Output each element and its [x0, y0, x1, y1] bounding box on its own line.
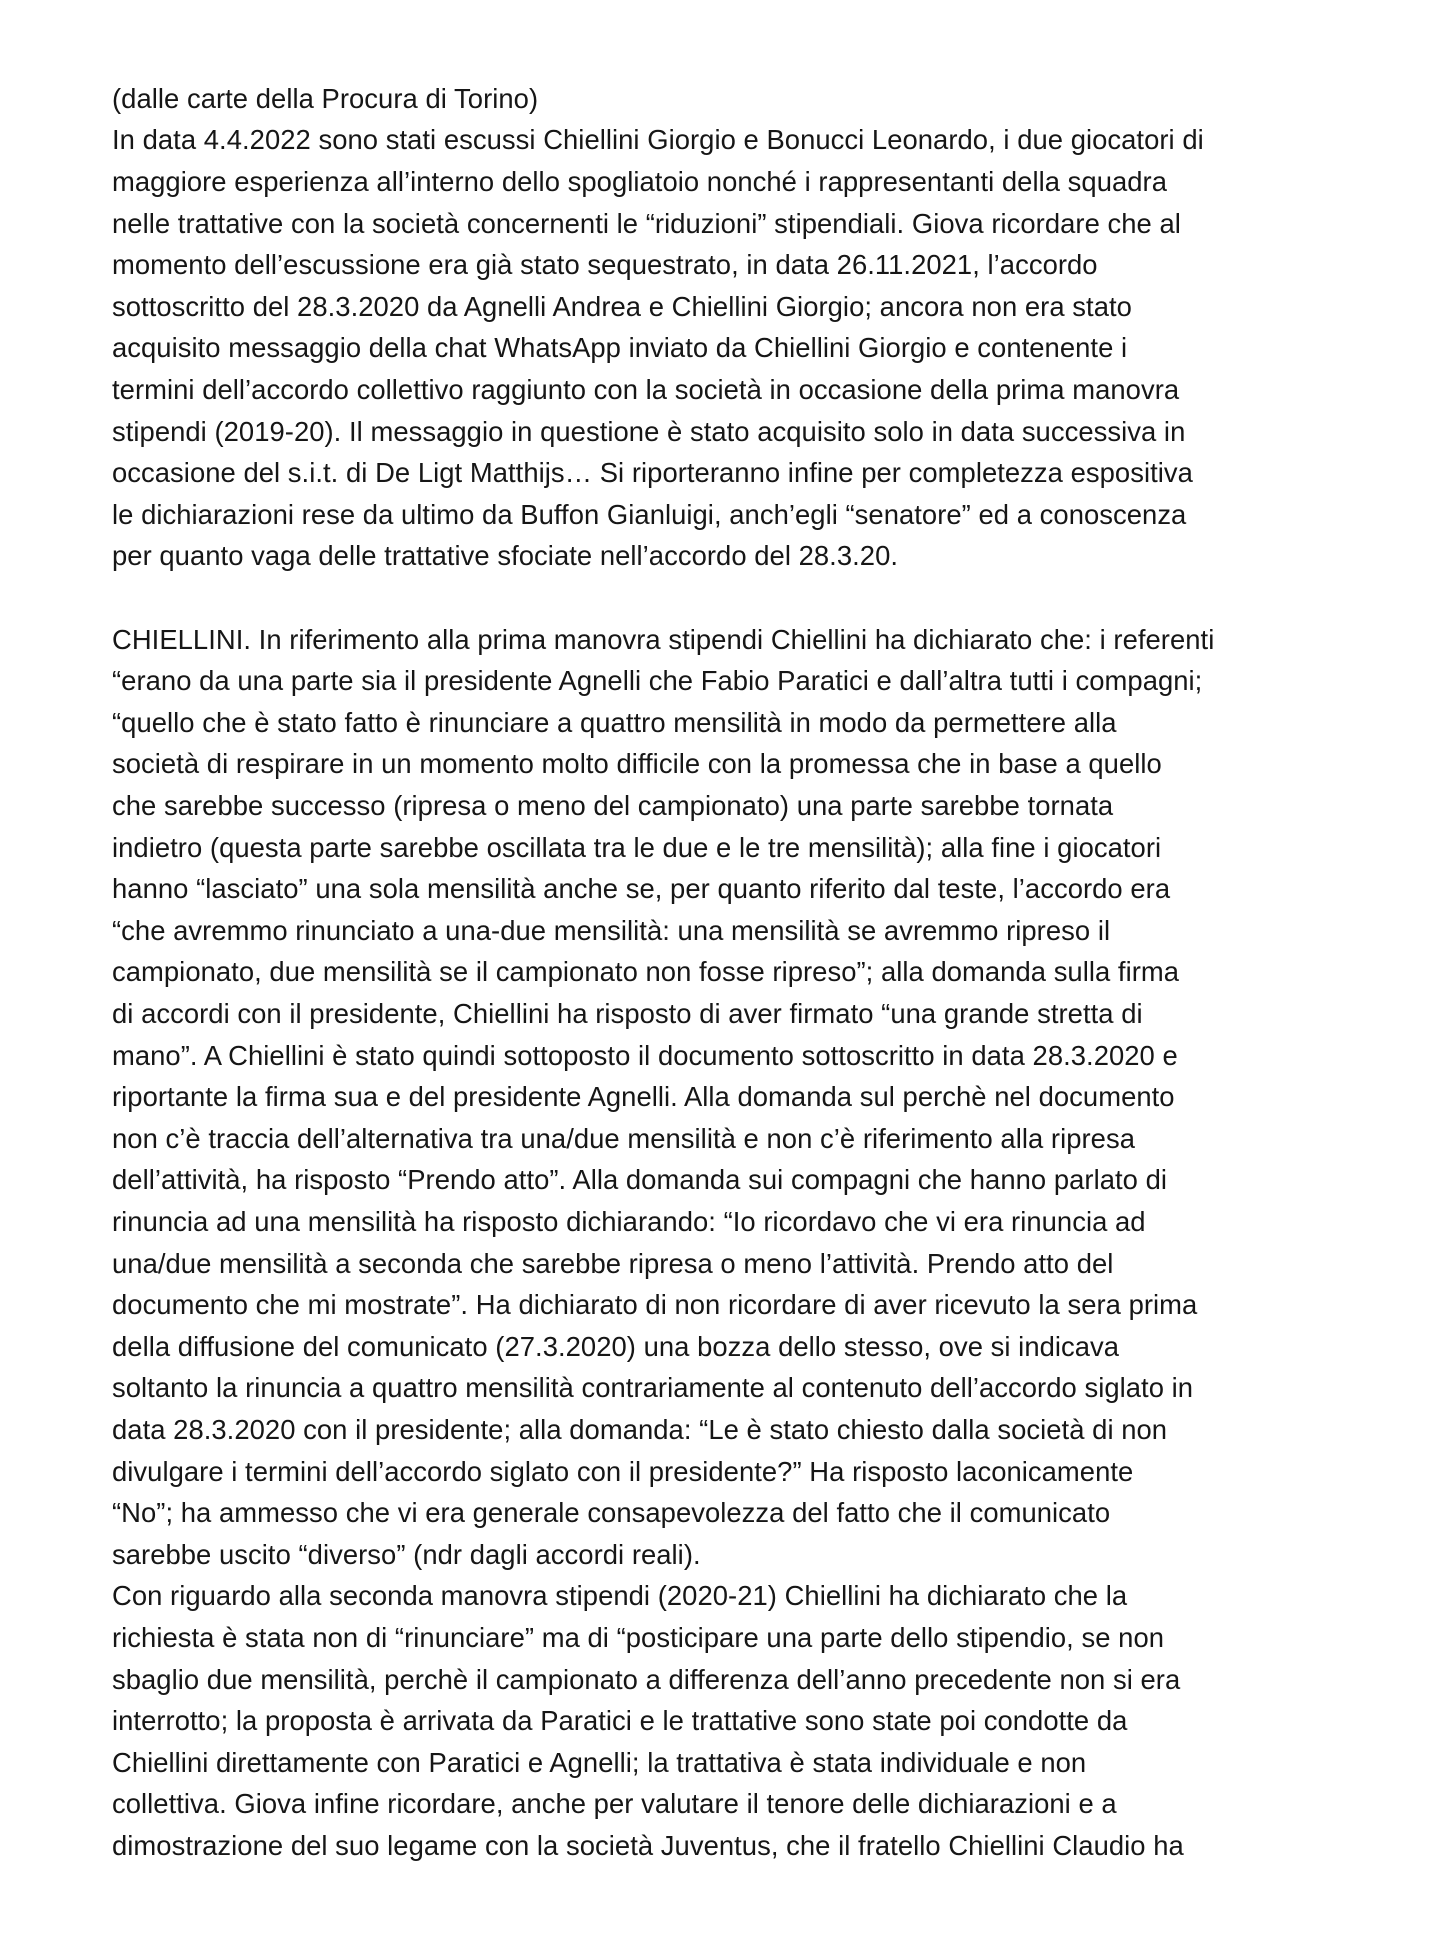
text-line: Con riguardo alla seconda manovra stipendi (2020-21) Chiellini ha dichiarato che la: [112, 1580, 1128, 1612]
text-line: le dichiarazioni rese da ultimo da Buffon Gianluigi, anch’egli “senatore” ed a conoscenza: [112, 498, 1187, 530]
text-line: mano”. A Chiellini è stato quindi sottoposto il documento sottoscritto in data 28.3.2020 e: [112, 1039, 1178, 1071]
text-line: di accordi con il presidente, Chiellini ha risposto di aver firmato “una grande stretta di: [112, 997, 1143, 1029]
text-line: In data 4.4.2022 sono stati escussi Chiellini Giorgio e Bonucci Leonardo, i due giocatori di: [112, 124, 1204, 156]
text-line: della diffusione del comunicato (27.3.2020) una bozza dello stesso, ove si indicava: [112, 1330, 1120, 1362]
text-line: sarebbe uscito “diverso” (ndr dagli accordi reali).: [112, 1538, 701, 1570]
text-line: CHIELLINI. In riferimento alla prima manovra stipendi Chiellini ha dichiarato che: i referenti: [112, 623, 1215, 655]
text-line: hanno “lasciato” una sola mensilità anche se, per quanto riferito dal teste, l’accordo era: [112, 873, 1171, 905]
text-line: indietro (questa parte sarebbe oscillata tra le due e le tre mensilità); alla fine i giocatori: [112, 831, 1162, 863]
document-page: [112, 0, 1372, 1941]
text-line: termini dell’accordo collettivo raggiunto con la società in occasione della prima manovra: [112, 373, 1180, 405]
text-line: “quello che è stato fatto è rinunciare a quattro mensilità in modo da permettere alla: [112, 706, 1117, 738]
text-line: collettiva. Giova infine ricordare, anche per valutare il tenore delle dichiarazioni e a: [112, 1788, 1117, 1820]
text-line: società di respirare in un momento molto difficile con la promessa che in base a quello: [112, 748, 1162, 780]
text-line: maggiore esperienza all’interno dello spogliatoio nonché i rappresentanti della squadra: [112, 165, 1168, 197]
text-line: documento che mi mostrate”. Ha dichiarato di non ricordare di aver ricevuto la sera prima: [112, 1289, 1198, 1321]
text-line: “No”; ha ammesso che vi era generale consapevolezza del fatto che il comunicato: [112, 1497, 1111, 1529]
text-line: divulgare i termini dell’accordo siglato con il presidente?” Ha risposto laconicamente: [112, 1455, 1134, 1487]
text-line: sottoscritto del 28.3.2020 da Agnelli Andrea e Chiellini Giorgio; ancora non era stato: [112, 290, 1132, 322]
text-line: stipendi (2019-20). Il messaggio in questione è stato acquisito solo in data successiva in: [112, 415, 1186, 447]
text-line: interrotto; la proposta è arrivata da Paratici e le trattative sono state poi condotte da: [112, 1705, 1128, 1737]
text-line: Chiellini direttamente con Paratici e Agnelli; la trattativa è stata individuale e non: [112, 1746, 1087, 1778]
text-line: dimostrazione del suo legame con la società Juventus, che il fratello Chiellini Claudio ha: [112, 1829, 1184, 1861]
text-line: richiesta è stata non di “rinunciare” ma di “posticipare una parte dello stipendio, se non: [112, 1621, 1165, 1653]
text-line: rinuncia ad una mensilità ha risposto dichiarando: “Io ricordavo che vi era rinuncia ad: [112, 1205, 1146, 1237]
text-line: soltanto la rinuncia a quattro mensilità contrariamente al contenuto dell’accordo siglato in: [112, 1372, 1194, 1404]
text-line: che sarebbe successo (ripresa o meno del campionato) una parte sarebbe tornata: [112, 789, 1114, 821]
text-line: momento dell’escussione era già stato sequestrato, in data 26.11.2021, l’accordo: [112, 249, 1098, 281]
text-line: campionato, due mensilità se il campionato non fosse ripreso”; alla domanda sulla firma: [112, 956, 1180, 988]
text-line: non c’è traccia dell’alternativa tra una/due mensilità e non c’è riferimento alla ripresa: [112, 1122, 1135, 1154]
text-line: per quanto vaga delle trattative sfociate nell’accordo del 28.3.20.: [112, 540, 899, 572]
text-line: occasione del s.i.t. di De Ligt Matthijs… Si riporteranno infine per completezza espositiva: [112, 457, 1193, 489]
text-line: “erano da una parte sia il presidente Agnelli che Fabio Paratici e dall’altra tutti i compagni;: [112, 665, 1203, 697]
text-line: nelle trattative con la società concernenti le “riduzioni” stipendiali. Giova ricordare che al: [112, 207, 1181, 239]
text-line: una/due mensilità a seconda che sarebbe ripresa o meno l’attività. Prendo atto del: [112, 1247, 1114, 1279]
text-line: riportante la firma sua e del presidente Agnelli. Alla domanda sul perchè nel documento: [112, 1081, 1175, 1113]
text-line: acquisito messaggio della chat WhatsApp inviato da Chiellini Giorgio e contenente i: [112, 332, 1128, 364]
source-note: (dalle carte della Procura di Torino): [112, 82, 539, 114]
text-line: data 28.3.2020 con il presidente; alla domanda: “Le è stato chiesto dalla società di non: [112, 1413, 1168, 1445]
text-line: “che avremmo rinunciato a una-due mensilità: una mensilità se avremmo ripreso il: [112, 914, 1111, 946]
text-line: dell’attività, ha risposto “Prendo atto”. Alla domanda sui compagni che hanno parlato di: [112, 1164, 1168, 1196]
text-line: sbaglio due mensilità, perchè il campionato a differenza dell’anno precedente non si era: [112, 1663, 1181, 1695]
